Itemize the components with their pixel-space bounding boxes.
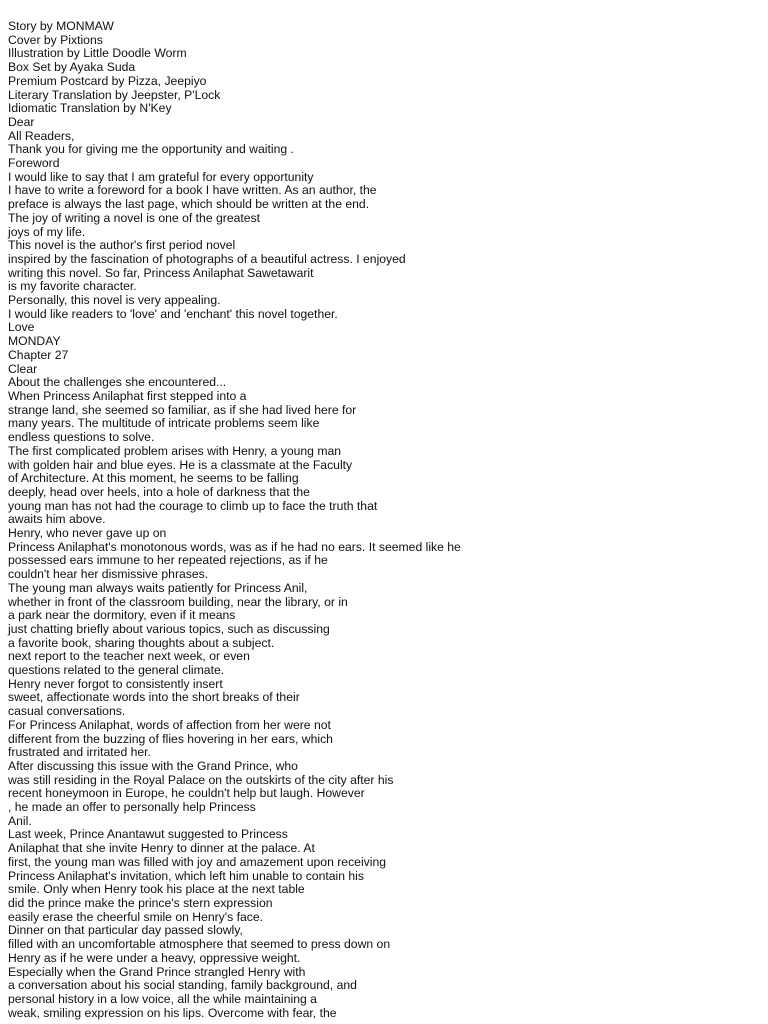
text-line: with golden hair and blue eyes. He is a classmate at the Faculty bbox=[8, 457, 353, 472]
text-line: inspired by the fascination of photographs of a beautiful actress. I enjoyed bbox=[8, 251, 406, 266]
text-line: was still residing in the Royal Palace on the outskirts of the city after his bbox=[8, 772, 394, 787]
text-line: recent honeymoon in Europe, he couldn't help but laugh. However bbox=[8, 786, 365, 801]
text-line: Cover by Pixtions bbox=[8, 32, 103, 47]
text-line: personal history in a low voice, all the while maintaining a bbox=[8, 991, 317, 1006]
text-line: Love bbox=[8, 320, 35, 335]
text-line: I would like readers to 'love' and 'enchant' this novel together. bbox=[8, 306, 338, 321]
text-line: just chatting briefly about various topics, such as discussing bbox=[8, 621, 330, 636]
text-line: Henry, who never gave up on bbox=[8, 526, 167, 541]
text-line: Henry never forgot to consistently insert bbox=[8, 676, 223, 691]
text-line: awaits him above. bbox=[8, 512, 106, 527]
text-line: frustrated and irritated her. bbox=[8, 745, 151, 760]
text-line: a park near the dormitory, even if it means bbox=[8, 608, 236, 623]
text-line: Last week, Prince Anantawut suggested to Princess bbox=[8, 827, 288, 842]
text-line: couldn't hear her dismissive phrases. bbox=[8, 567, 209, 582]
text-line: filled with an uncomfortable atmosphere that seemed to press down on bbox=[8, 937, 391, 952]
text-line: Personally, this novel is very appealing. bbox=[8, 293, 221, 308]
text-line: Illustration by Little Doodle Worm bbox=[8, 46, 187, 61]
text-line: The first complicated problem arises with Henry, a young man bbox=[8, 443, 342, 458]
text-line: Henry as if he were under a heavy, oppressive weight. bbox=[8, 950, 301, 965]
text-line: sweet, affectionate words into the short breaks of their bbox=[8, 690, 300, 705]
text-line: joys of my life. bbox=[8, 224, 86, 239]
text-line: first, the young man was filled with joy and amazement upon receiving bbox=[8, 854, 387, 869]
text-line: smile. Only when Henry took his place at the next table bbox=[8, 882, 305, 897]
text-line: Anil. bbox=[8, 813, 32, 828]
text-line: Clear bbox=[8, 361, 38, 376]
text-line: Princess Anilaphat's invitation, which left him unable to contain his bbox=[8, 868, 364, 883]
text-line: Foreword bbox=[8, 156, 60, 171]
text-line: easily erase the cheerful smile on Henry's face. bbox=[8, 909, 263, 924]
text-line: About the challenges she encountered... bbox=[8, 375, 227, 390]
text-line: I have to write a foreword for a book I have written. As an author, the bbox=[8, 183, 377, 198]
text-line: Dear bbox=[8, 114, 35, 129]
text-line: young man has not had the courage to climb up to face the truth that bbox=[8, 498, 378, 513]
text-line: Dinner on that particular day passed slowly, bbox=[8, 923, 243, 938]
text-line: The young man always waits patiently for Princess Anil, bbox=[8, 580, 308, 595]
text-line: Box Set by Ayaka Suda bbox=[8, 60, 136, 75]
text-line: When Princess Anilaphat first stepped into a bbox=[8, 388, 247, 403]
text-line: next report to the teacher next week, or even bbox=[8, 649, 250, 664]
text-line: casual conversations. bbox=[8, 704, 126, 719]
text-line: whether in front of the classroom building, near the library, or in bbox=[8, 594, 348, 609]
text-line: MONDAY bbox=[8, 334, 61, 349]
text-line: preface is always the last page, which should be written at the end. bbox=[8, 197, 370, 212]
text-line: deeply, head over heels, into a hole of darkness that the bbox=[8, 484, 310, 499]
text-line: weak, smiling expression on his lips. Overcome with fear, the bbox=[8, 1005, 337, 1020]
text-line: Chapter 27 bbox=[8, 347, 69, 362]
text-line: is my favorite character. bbox=[8, 279, 137, 294]
text-line: The joy of writing a novel is one of the greatest bbox=[8, 210, 261, 225]
text-line: of Architecture. At this moment, he seems to be falling bbox=[8, 471, 299, 486]
text-line: Premium Postcard by Pizza, Jeepiyo bbox=[8, 73, 207, 88]
text-line: a favorite book, sharing thoughts about a subject. bbox=[8, 635, 275, 650]
text-line: did the prince make the prince's stern expression bbox=[8, 896, 273, 910]
text-line: many years. The multitude of intricate problems seem like bbox=[8, 416, 320, 431]
text-line: Literary Translation by Jeepster, P'Lock bbox=[8, 87, 221, 102]
text-line: questions related to the general climate. bbox=[8, 663, 225, 678]
text-line: Especially when the Grand Prince strangled Henry with bbox=[8, 964, 306, 979]
text-line: I would like to say that I am grateful for every opportunity bbox=[8, 169, 314, 184]
text-line: Thank you for giving me the opportunity and waiting . bbox=[8, 142, 294, 157]
text-line: writing this novel. So far, Princess Anilaphat Sawetawarit bbox=[8, 265, 314, 280]
text-line: Story by MONMAW bbox=[8, 19, 114, 33]
text-line: a conversation about his social standing, family background, and bbox=[8, 978, 357, 993]
text-line: Anilaphat that she invite Henry to dinner at the palace. At bbox=[8, 841, 315, 856]
text-line: endless questions to solve. bbox=[8, 430, 155, 445]
text-line: All Readers, bbox=[8, 128, 75, 143]
text-line: different from the buzzing of flies hovering in her ears, which bbox=[8, 731, 333, 746]
text-line: , he made an offer to personally help Princess bbox=[8, 800, 256, 815]
text-line: Idiomatic Translation by N'Key bbox=[8, 101, 172, 116]
text-line: Princess Anilaphat's monotonous words, was as if he had no ears. It seemed like he bbox=[8, 539, 461, 554]
document-text-body bbox=[8, 20, 760, 1020]
text-line: possessed ears immune to her repeated rejections, as if he bbox=[8, 553, 328, 568]
text-line: After discussing this issue with the Grand Prince, who bbox=[8, 758, 298, 773]
text-line: strange land, she seemed so familiar, as if she had lived here for bbox=[8, 402, 357, 417]
text-line: For Princess Anilaphat, words of affection from her were not bbox=[8, 717, 331, 732]
text-line: This novel is the author's first period novel bbox=[8, 238, 236, 253]
